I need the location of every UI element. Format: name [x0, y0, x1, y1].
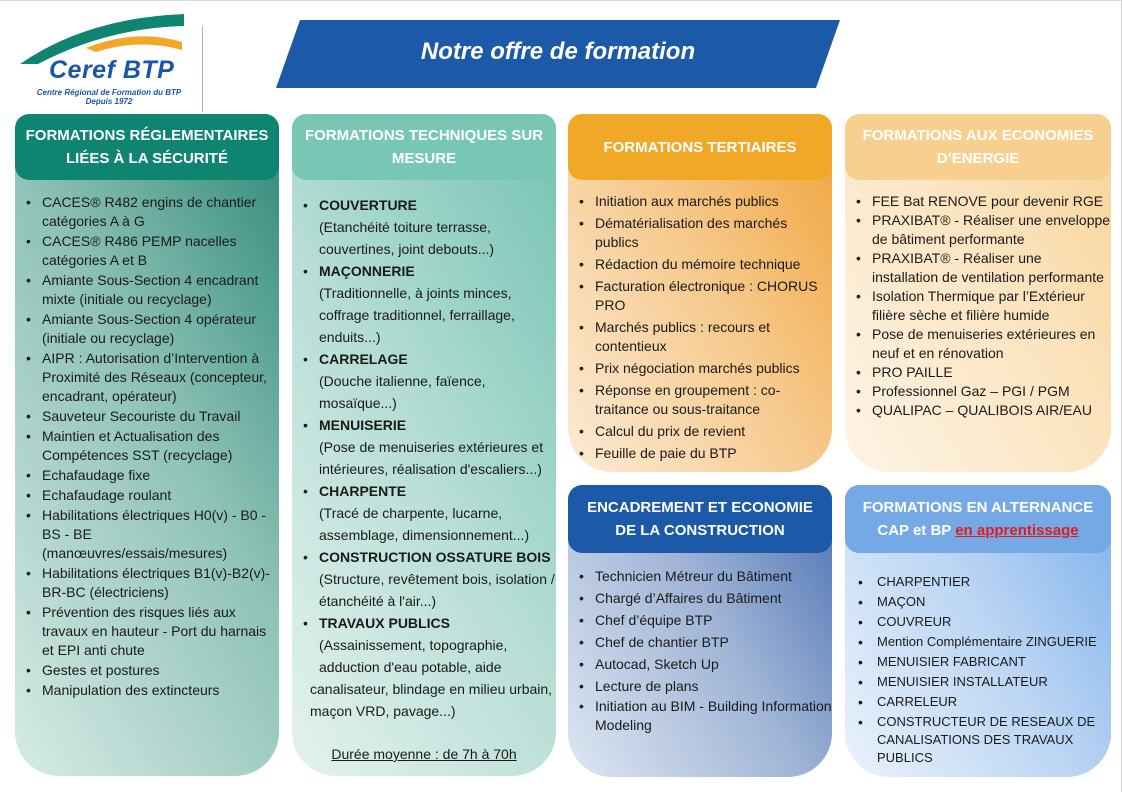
list-item: • Amiante Sous-Section 4 encadrant mixte (initiale ou recyclage) — [15, 271, 279, 309]
card-body — [568, 180, 832, 463]
card-body — [15, 180, 279, 700]
ceref-btp-logo — [16, 12, 196, 104]
course-list — [845, 553, 1111, 767]
list-item: • Mention Complémentaire ZINGUERIE — [845, 633, 1111, 651]
page-title-banner — [276, 20, 840, 88]
course-list — [292, 180, 556, 678]
card-title-line2: LIÉES À LA SÉCURITÉ — [66, 150, 228, 167]
item-detail: (Assainissement, topographie, adduction d'eau potable, aide — [319, 637, 508, 675]
item-detail: (Tracé de charpente, lucarne, assemblage, dimensionnement...) — [319, 505, 530, 543]
list-item — [292, 260, 556, 348]
list-item: • Habilitations électriques H0(v) - B0 - BS - BE (manœuvres/essais/mesures) — [15, 506, 279, 563]
card-title-line1: FORMATIONS EN ALTERNANCE — [862, 499, 1094, 516]
list-item: • Maintien et Actualisation des Compétences SST (recyclage) — [15, 427, 279, 465]
list-item: • Dématérialisation des marchés publics — [568, 214, 832, 252]
list-item: • Technicien Métreur du Bâtiment — [568, 565, 832, 587]
item-detail: (Structure, revêtement bois, isolation / étanchéité à l'air...) — [319, 571, 555, 609]
list-item: • Echafaudage fixe — [15, 466, 279, 485]
card-header — [15, 114, 279, 180]
list-item: • Initiation aux marchés publics — [568, 192, 832, 211]
title-prefix: CAP et BP — [877, 522, 956, 539]
list-item: • CONSTRUCTEUR DE RESEAUX DE CANALISATIONS DES TRAVAUX PUBLICS — [845, 713, 1111, 767]
list-item — [292, 348, 556, 414]
card-encadrement-economie-construction — [568, 485, 832, 777]
card-body — [845, 553, 1111, 767]
list-item: • Prévention des risques liés aux travaux en hauteur - Port du harnais et EPI anti chute — [15, 603, 279, 660]
card-header — [845, 485, 1111, 553]
list-item: • Amiante Sous-Section 4 opérateur (initiale ou recyclage) — [15, 310, 279, 348]
list-item: • MAÇON — [845, 593, 1111, 611]
course-list — [15, 180, 279, 700]
card-body — [845, 180, 1111, 420]
list-item: • Initiation au BIM - Building Information Modeling — [568, 697, 832, 735]
card-formations-alternance — [845, 485, 1111, 777]
list-item: • MENUISIER FABRICANT — [845, 653, 1111, 671]
card-header — [292, 114, 556, 180]
item-title: CONSTRUCTION OSSATURE BOIS — [319, 549, 551, 565]
list-item: • Manipulation des extincteurs — [15, 681, 279, 700]
card-title-line2: MESURE — [391, 150, 457, 167]
list-item: • Sauveteur Secouriste du Travail — [15, 407, 279, 426]
list-item — [292, 480, 556, 546]
card-formations-reglementaires — [15, 114, 279, 776]
list-item: • Calcul du prix de revient — [568, 422, 832, 441]
page-top-border — [0, 0, 1122, 1]
logo-subtitle-line1: Centre Régional de Formation du BTP — [36, 88, 182, 97]
page-title: Notre offre de formation — [420, 38, 696, 65]
card-formations-techniques — [292, 114, 556, 776]
list-item: • PRAXIBAT® - Réaliser une installation de ventilation performante — [845, 249, 1111, 287]
list-item: • PRAXIBAT® - Réaliser une enveloppe de bâtiment performante — [845, 211, 1111, 249]
logo-subtitle-line2: Depuis 1972 — [85, 97, 133, 106]
list-item — [292, 612, 556, 678]
card-formations-tertiaires — [568, 114, 832, 472]
list-item: • Autocad, Sketch Up — [568, 653, 832, 675]
list-item: • COUVREUR — [845, 613, 1111, 631]
card-title-line2 — [863, 519, 1094, 542]
card-title-line1: FORMATIONS RÉGLEMENTAIRES — [25, 127, 269, 144]
list-item: • Facturation électronique : CHORUS PRO — [568, 277, 832, 315]
list-item — [292, 414, 556, 480]
list-item: • Lecture de plans — [568, 675, 832, 697]
card-formations-economies-energie — [845, 114, 1111, 472]
list-item: • Réponse en groupement : co-traitance ou sous-traitance — [568, 381, 832, 419]
list-item: • Chargé d’Affaires du Bâtiment — [568, 587, 832, 609]
list-item — [292, 194, 556, 260]
list-item — [292, 546, 556, 612]
card-header — [568, 485, 832, 553]
card-title: FORMATIONS TERTIAIRES — [603, 138, 797, 156]
list-item: • CACES® R486 PEMP nacelles catégories A et B — [15, 232, 279, 270]
course-list — [845, 180, 1111, 420]
list-item: • CARRELEUR — [845, 693, 1111, 711]
item-title: CARRELAGE — [319, 351, 408, 367]
item-title: TRAVAUX PUBLICS — [319, 615, 450, 631]
course-list — [568, 553, 832, 735]
list-item: • Prix négociation marchés publics — [568, 359, 832, 378]
list-item: • FEE Bat RENOVE pour devenir RGE — [845, 192, 1111, 211]
item-detail: (Traditionnelle, à joints minces, coffrage traditionnel, ferraillage, enduits...) — [319, 285, 515, 345]
card-title-line1: FORMATIONS TECHNIQUES SUR — [304, 127, 544, 144]
list-item: • Rédaction du mémoire technique — [568, 255, 832, 274]
card-title-line2: D’ENERGIE — [936, 150, 1020, 167]
card-body — [292, 180, 556, 722]
list-item: • Chef de chantier BTP — [568, 631, 832, 653]
list-item: • Pose de menuiseries extérieures en neuf et en rénovation — [845, 325, 1111, 363]
list-item: • Gestes et postures — [15, 661, 279, 680]
list-item: • QUALIPAC – QUALIBOIS AIR/EAU — [845, 401, 1111, 420]
logo-divider-vertical — [202, 26, 203, 112]
card-title-line1: FORMATIONS AUX ECONOMIES — [862, 127, 1094, 144]
card-title-line1: ENCADREMENT ET ECONOMIE — [587, 499, 813, 516]
list-item: • Isolation Thermique par l’Extérieur filière sèche et filière humide — [845, 287, 1111, 325]
list-item: • PRO PAILLE — [845, 363, 1111, 382]
list-item: • Marchés publics : recours et contentieux — [568, 318, 832, 356]
list-item: • Habilitations électriques B1(v)-B2(v)-BR-BC (électriciens) — [15, 564, 279, 602]
card-title-line2: DE LA CONSTRUCTION — [615, 522, 785, 539]
apprentissage-link[interactable]: en apprentissage — [955, 522, 1079, 539]
card-body — [568, 553, 832, 735]
list-item: • Chef d’équipe BTP — [568, 609, 832, 631]
card-header — [845, 114, 1111, 180]
item-detail: (Douche italienne, faïence, mosaïque...) — [319, 373, 486, 411]
list-item: • Echafaudage roulant — [15, 486, 279, 505]
list-item: • CHARPENTIER — [845, 573, 1111, 591]
travaux-publics-detail-continued: canalisateur, blindage en milieu urbain, maçon VRD, pavage...) — [310, 681, 553, 719]
item-title: COUVERTURE — [319, 197, 418, 213]
list-item: • AIPR : Autorisation d’Intervention à Proximité des Réseaux (concepteur, encadrant, opérateur) — [15, 349, 279, 406]
course-list — [568, 180, 832, 463]
list-item: • Feuille de paie du BTP — [568, 444, 832, 463]
logo-name: Ceref BTP — [49, 56, 175, 84]
average-duration: Durée moyenne : de 7h à 70h — [331, 746, 517, 762]
item-title: MAÇONNERIE — [319, 263, 415, 279]
item-detail: (Etanchéité toiture terrasse, couvertines, joint debouts...) — [319, 219, 495, 257]
item-title: CHARPENTE — [319, 483, 407, 499]
card-header — [568, 114, 832, 180]
item-title: MENUISERIE — [319, 417, 407, 433]
logo-subtitle — [20, 88, 198, 106]
list-item: • Professionnel Gaz – PGI / PGM — [845, 382, 1111, 401]
list-item: • MENUISIER INSTALLATEUR — [845, 673, 1111, 691]
item-detail: (Pose de menuiseries extérieures et intérieures, réalisation d'escaliers...) — [319, 439, 544, 477]
list-item: • CACES® R482 engins de chantier catégories A à G — [15, 193, 279, 231]
